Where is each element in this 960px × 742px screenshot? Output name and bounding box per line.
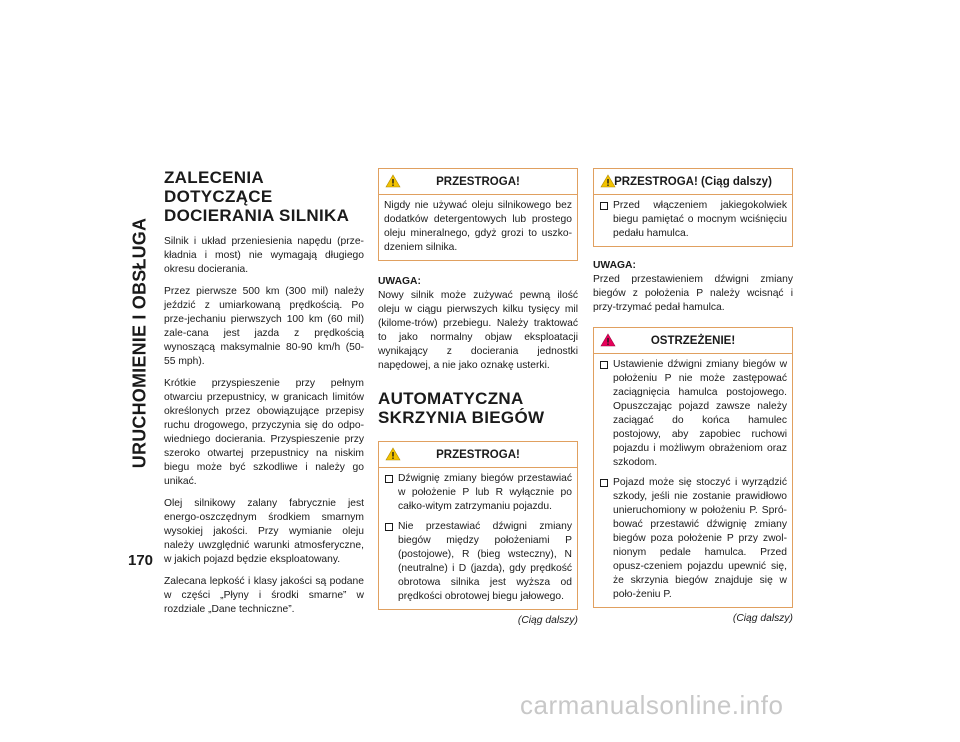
caution-triangle-icon (385, 174, 401, 188)
note (593, 259, 793, 315)
caution-title: PRZESTROGA! (436, 448, 520, 461)
paragraph: Silnik i układ przeniesienia napędu (prze-kładnia i most) nie wymagają długiego okresu docierania. (164, 236, 364, 275)
note-text: Nowy silnik może zużywać pewną ilość oleju w ciągu pierwszych kilku tysięcy mil (kilome-trów) przebiegu. Należy traktować to jako normalny objaw eksploatacji wynikający z docierania jednostki napędowej, a nie jako oznakę usterki. (378, 290, 578, 371)
paragraph: Krótkie przyspieszenie przy pełnym otwarciu przepustnicy, w granicach limitów określonych przez obowiązujące przepisy ruchu drogowego, przyczynia się do odpo-wiedniego docierania. Przyspieszenie przy szeroko otwartej przepustnicy na niskim biegu może być szkodliwe i należy go unikać. (164, 378, 364, 487)
list-item: Ustawienie dźwigni zmiany biegów w położeniu P nie może zastępować zaciągnięcia hamulca postojowego. Opuszczając pojazd zawsze należy zaciągać do końca hamulec postojowy, aby zapobiec ruchowi pojazdu i możliwym obrażeniom oraz szkodom. (599, 358, 787, 470)
caution-title: PRZESTROGA! (Ciąg dalszy) (614, 175, 772, 188)
checkbox-square-icon (600, 479, 608, 487)
list-item: Pojazd może się stoczyć i wyrządzić szkody, jeśli nie zostanie prawidłowo unieruchomiony w położeniu P. Spró-bować przestawić dźwignię zmiany biegów poza położenie P przy zwol-nionym pedale hamulca. Przed opusz-czeniem pojazdu upewnić się, że skrzynia biegów znajduje się w poło-żeniu P. (599, 476, 787, 602)
paragraph: Przez pierwsze 500 km (300 mil) należy jeździć z umiarkowaną prędkością. Po prze-jechaniu pierwszych 100 km (60 mil) zale-cana jest jazda z prędkością wynoszącą maksymalnie 80-90 km/h (50-55 mph). (164, 286, 364, 367)
note-title: UWAGA: (378, 276, 421, 287)
list-item: Przed włączeniem jakiegokolwiek biegu pamiętać o mocnym wciśnięciu pedału hamulca. (599, 199, 787, 241)
warning-box-header (594, 328, 792, 354)
warning-title: OSTRZEŻENIE! (650, 334, 736, 347)
caution-list (384, 472, 572, 604)
list-item: Dźwignię zmiany biegów przestawiać w położenie P lub R wyłącznie po całko-witym zatrzymaniu pojazdu. (384, 472, 572, 514)
section-title: URUCHOMIENIE I OBSŁUGA (129, 217, 150, 469)
paragraph: Zalecana lepkość i klasy jakości są podane w części „Płyny i środki smarne” w rozdziale „Dane techniczne”. (164, 576, 364, 615)
heading-automatic-transmission: AUTOMATYCZNA SKRZYNIA BIEGÓW (378, 389, 545, 427)
list-item: Nie przestawiać dźwigni zmiany biegów między położeniami P (postojowe), R (bieg wsteczny), N (neutralne) i D (jazda), gdy prędkość obrotowa silnika jest wyższa od prędkości obrotowej biegu jałowego. (384, 520, 572, 604)
heading-break-in: ZALECENIA DOTYCZĄCE DOCIERANIA SILNIKA (164, 168, 350, 225)
column-1 (164, 168, 364, 625)
checkbox-square-icon (600, 361, 608, 369)
caution-body (379, 468, 577, 609)
warning-triangle-icon (600, 333, 616, 347)
note-text: Przed przestawieniem dźwigni zmiany biegów z położenia P należy wcisnąć i przy-trzymać pedał hamulca. (593, 274, 793, 313)
checkbox-square-icon (385, 475, 393, 483)
caution-box (593, 168, 793, 247)
caution-box-header (379, 169, 577, 195)
continued-label: (Ciąg dalszy) (517, 615, 578, 626)
caution-box-header (594, 169, 792, 195)
warning-box (593, 327, 793, 608)
note (378, 275, 578, 373)
caution-triangle-icon (385, 447, 401, 461)
checkbox-square-icon (385, 523, 393, 531)
paragraph: Olej silnikowy zalany fabrycznie jest energo-oszczędnym środkiem smarnym wysokiej jakości. Przy wymianie oleju należy uwzględnić warunki atmosferyczne, w jakich pojazd będzie eksploatowany. (164, 498, 364, 565)
section-side-tab (122, 150, 158, 536)
caution-list (599, 199, 787, 241)
note-title: UWAGA: (593, 260, 636, 271)
caution-box (378, 441, 578, 610)
warning-list (599, 358, 787, 602)
caution-text: Nigdy nie używać oleju silnikowego bez dodatków detergentowych lub prostego oleju mineralnego, gdyż grozi to uszko-dzeniem silnika. (384, 200, 572, 253)
checkbox-square-icon (600, 202, 608, 210)
warning-body (594, 354, 792, 607)
caution-title: PRZESTROGA! (436, 175, 520, 188)
continued-label: (Ciąg dalszy) (732, 613, 793, 624)
watermark: carmanualsonline.info (520, 690, 784, 720)
column-3 (593, 168, 793, 624)
caution-box-header (379, 442, 577, 468)
caution-triangle-icon (600, 174, 616, 188)
caution-box (378, 168, 578, 261)
caution-body (379, 195, 577, 260)
column-2 (378, 168, 578, 626)
page-number: 170 (128, 552, 154, 569)
caution-body (594, 195, 792, 246)
